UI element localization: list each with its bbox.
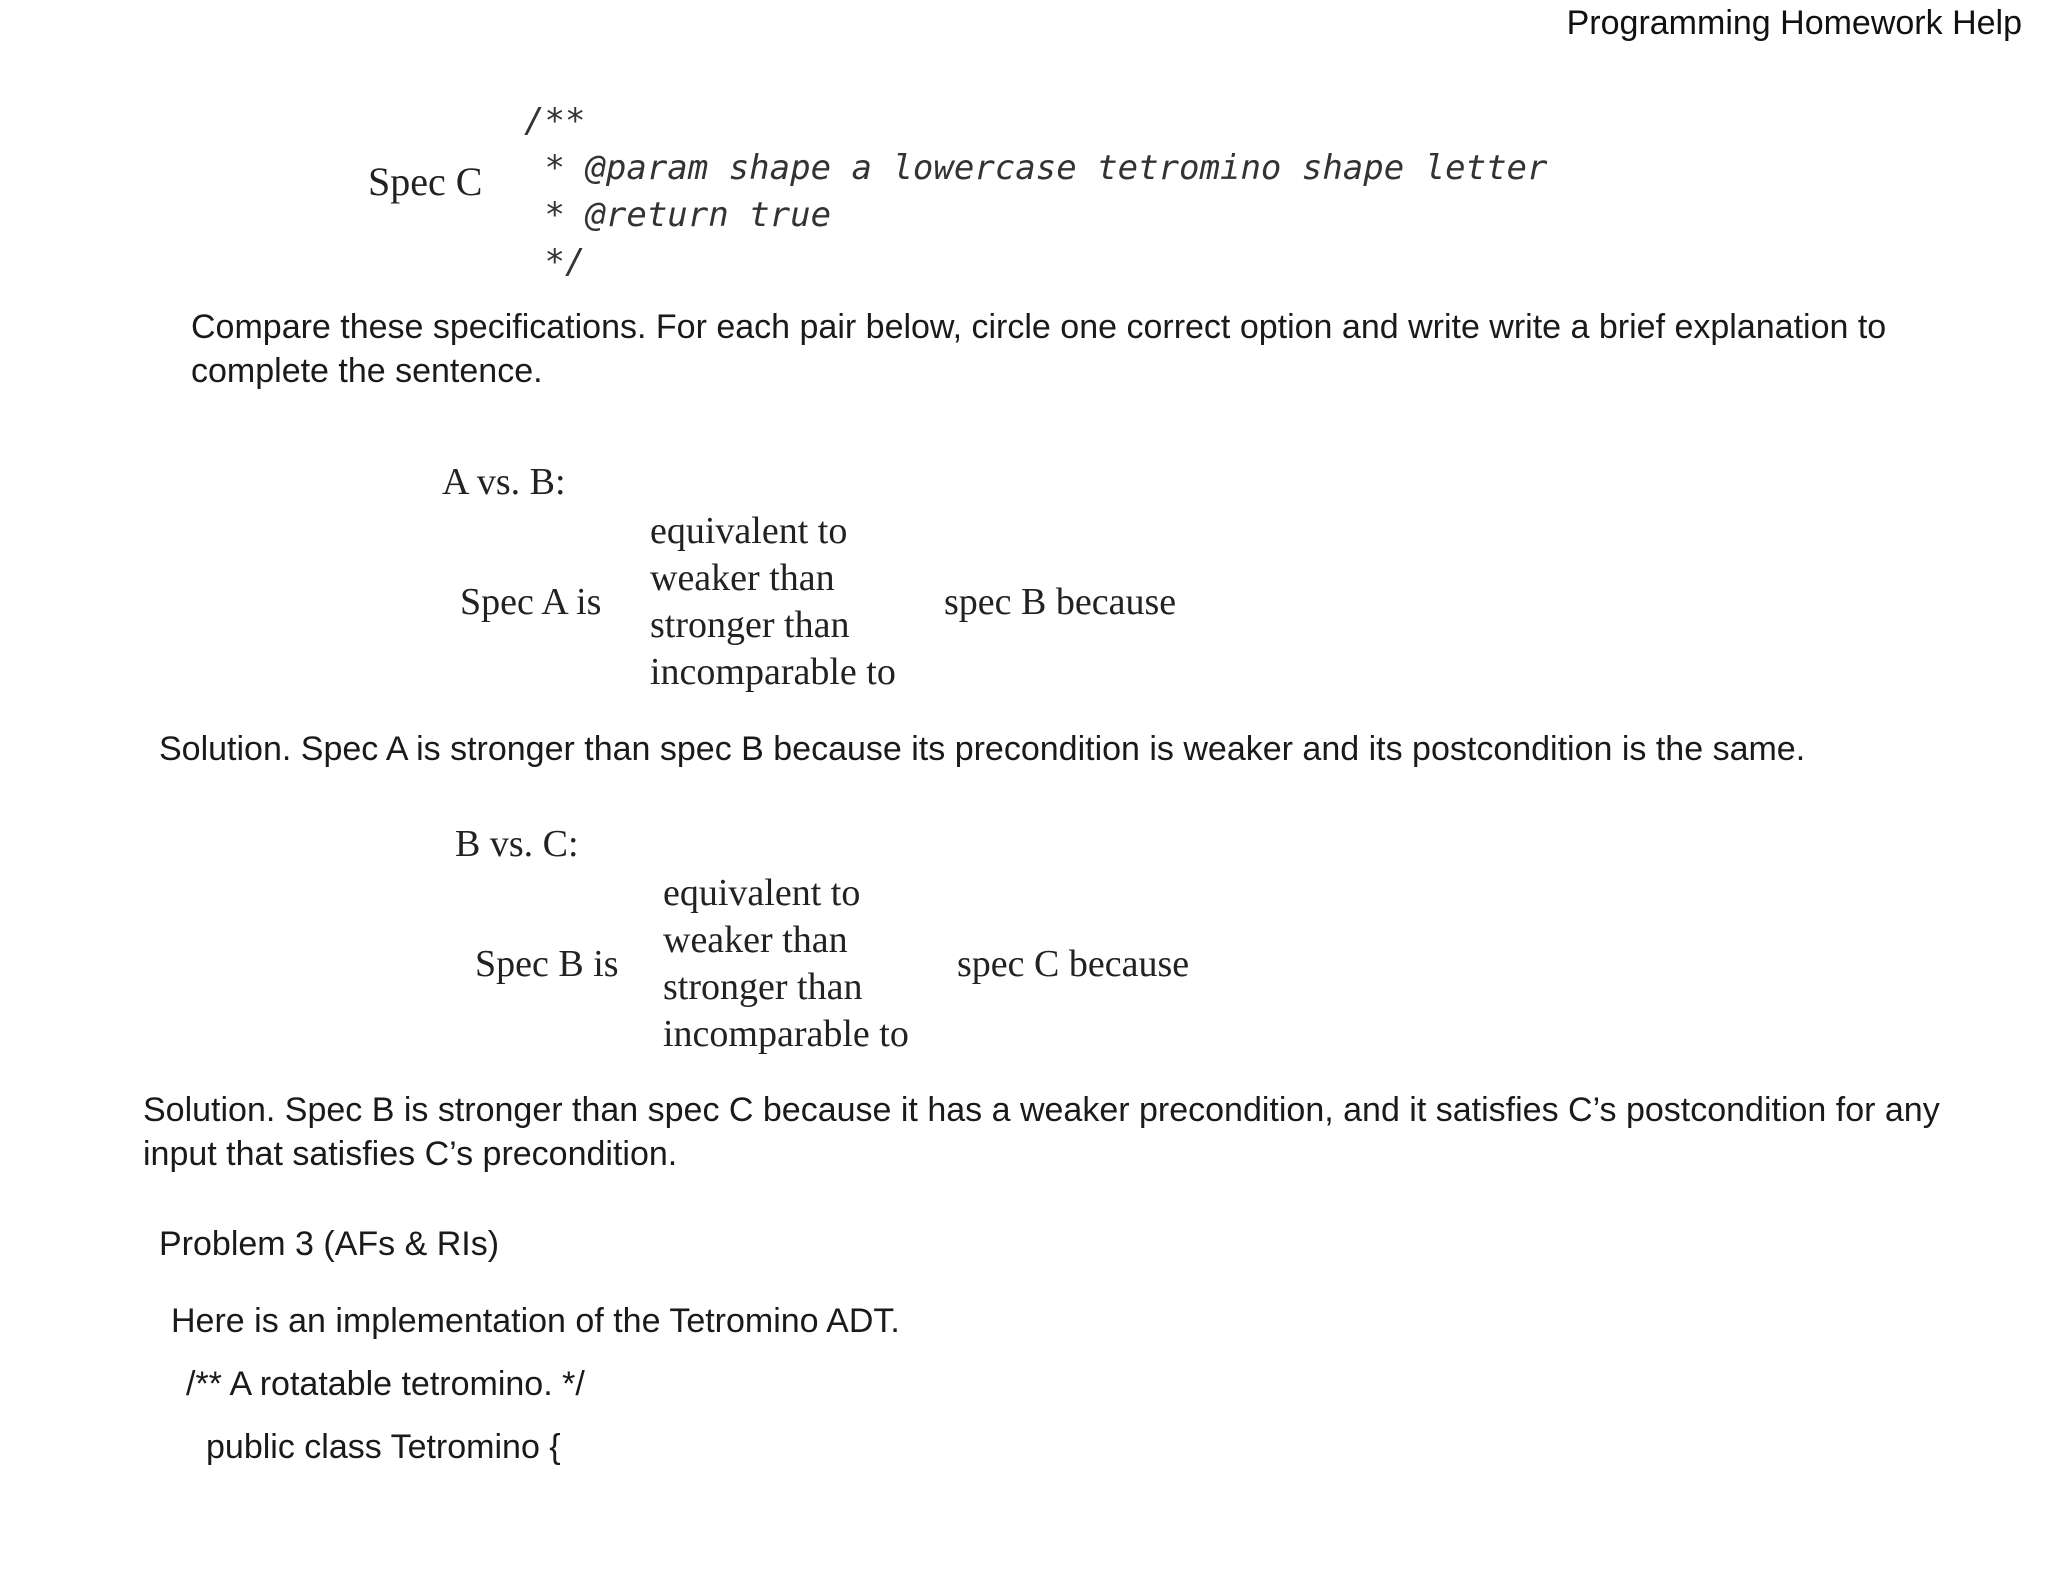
option-stronger-than[interactable]: stronger than — [663, 966, 863, 1008]
solution-b-c: Solution. Spec B is stronger than spec C because it has a weaker precondition, and it satisfies C’s postcondition for any input that satisfies C’s precondition. — [143, 1091, 1940, 1173]
comparison-title-a-b: A vs. B: — [442, 461, 566, 503]
option-weaker-than[interactable]: weaker than — [650, 557, 835, 599]
comparison-subject-b: Spec B is — [475, 943, 619, 985]
instructions: Compare these specifications. For each pair below, circle one correct option and write write a brief explanation to complete the sentence. — [191, 308, 1887, 390]
comparison-options-b-c — [663, 870, 909, 1058]
code-declaration: public class Tetromino { — [206, 1428, 561, 1466]
solution-a-b: Solution. Spec A is stronger than spec B because its precondition is weaker and its postcondition is the same. — [159, 730, 1806, 768]
option-incomparable-to[interactable]: incomparable to — [663, 1013, 909, 1055]
option-equivalent-to[interactable]: equivalent to — [650, 510, 848, 552]
spec-c-code — [524, 98, 1548, 286]
code-comment: /** A rotatable tetromino. */ — [186, 1365, 585, 1403]
header-title: Programming Homework Help — [1566, 4, 2022, 42]
code-line: * @return true — [524, 195, 832, 235]
comparison-object-b: spec B because — [944, 581, 1177, 623]
code-line: */ — [524, 242, 586, 282]
option-weaker-than[interactable]: weaker than — [663, 919, 848, 961]
comparison-title-b-c: B vs. C: — [455, 823, 579, 865]
option-equivalent-to[interactable]: equivalent to — [663, 872, 861, 914]
option-incomparable-to[interactable]: incomparable to — [650, 651, 896, 693]
option-stronger-than[interactable]: stronger than — [650, 604, 850, 646]
code-line: /** — [524, 101, 586, 141]
problem-3-intro: Here is an implementation of the Tetromino ADT. — [171, 1302, 900, 1340]
code-line: * @param shape a lowercase tetromino shape letter — [524, 148, 1548, 188]
comparison-object-c: spec C because — [957, 943, 1190, 985]
problem-3-heading: Problem 3 (AFs & RIs) — [159, 1225, 500, 1263]
comparison-options-a-b — [650, 508, 896, 696]
spec-c-label: Spec C — [368, 159, 483, 204]
comparison-subject-a: Spec A is — [460, 581, 602, 623]
